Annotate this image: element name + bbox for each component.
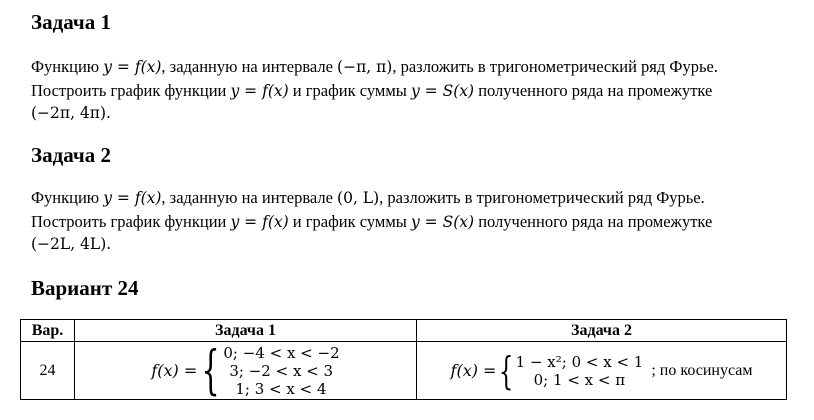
case-line: 1 − x²; 0 < x < 1	[515, 352, 644, 371]
text: Функцию	[31, 57, 104, 76]
piecewise-function-1	[151, 340, 340, 401]
cell-task2-formula	[417, 342, 787, 400]
math: (0, L)	[337, 189, 380, 207]
text: и график суммы	[288, 212, 411, 231]
task1-line1	[31, 55, 718, 79]
cell-variant-number: 24	[21, 342, 75, 400]
cosine-note: ; по косинусам	[651, 361, 753, 379]
function-lhs: f(x) =	[151, 361, 198, 380]
function-lhs: f(x) =	[450, 361, 497, 380]
case-line: 0; −4 < x < −2	[223, 343, 340, 362]
cell-task1-formula	[75, 342, 417, 400]
left-brace: {	[201, 340, 220, 401]
math: y = S(x)	[411, 213, 475, 231]
task2-line2	[31, 210, 712, 234]
cases-list	[516, 353, 644, 389]
math: (−π, π)	[337, 58, 393, 76]
text: , заданную на интервале	[161, 188, 338, 207]
case-line: 3; −2 < x < 3	[229, 361, 334, 380]
math: y = f(x)	[230, 213, 289, 231]
table-header-row	[21, 320, 787, 342]
header-var: Вар.	[21, 320, 75, 342]
math: y = f(x)	[103, 58, 162, 76]
task2-line3: (−2L, 4L).	[31, 235, 112, 253]
variant-table	[20, 319, 787, 400]
case-line: 0; 1 < x < π	[533, 370, 626, 389]
text: полученного ряда на промежутке	[474, 212, 713, 231]
header-task2: Задача 2	[417, 320, 787, 342]
text: , заданную на интервале	[161, 57, 338, 76]
text: Функцию	[31, 188, 104, 207]
table-row	[21, 342, 787, 400]
math: y = f(x)	[103, 189, 162, 207]
text: , разложить в тригонометрический ряд Фурье.	[392, 57, 718, 76]
task1-heading: Задача 1	[31, 10, 111, 34]
text: Построить график функции	[31, 81, 231, 100]
task1-line3: (−2π, 4π).	[31, 104, 111, 122]
task2-heading: Задача 2	[31, 143, 111, 167]
text: Построить график функции	[31, 212, 231, 231]
text: и график суммы	[288, 81, 411, 100]
text: , разложить в тригонометрический ряд Фурье.	[379, 188, 705, 207]
case-line: 1; 3 < x < 4	[235, 379, 327, 398]
variant-heading: Вариант 24	[31, 276, 139, 300]
piecewise-function-2	[450, 348, 753, 393]
header-task1: Задача 1	[75, 320, 417, 342]
math: y = S(x)	[411, 82, 475, 100]
text: полученного ряда на промежутке	[474, 81, 713, 100]
math: y = f(x)	[230, 82, 289, 100]
task2-line1	[31, 186, 705, 210]
cases-list	[223, 344, 339, 398]
task1-line2	[31, 79, 712, 103]
left-brace: {	[499, 348, 514, 393]
